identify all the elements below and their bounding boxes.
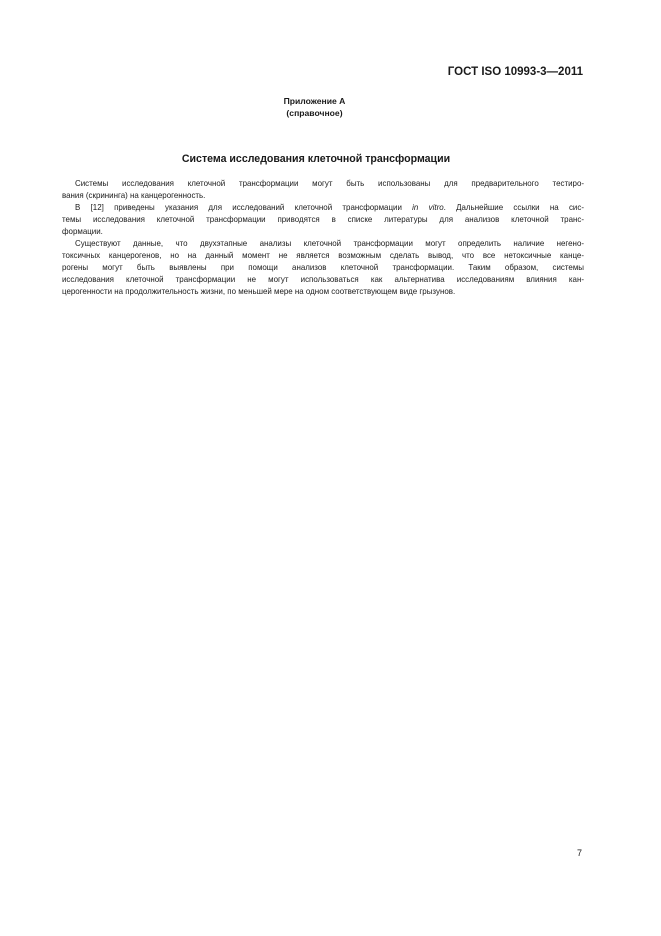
text-run: . Дальнейшие ссылки на сис- [443, 203, 584, 212]
text-line: исследования клеточной трансформации не могут использоваться как альтернатива исследованиям влияния кан- [62, 275, 584, 284]
text-line: темы исследования клеточной трансформации приводятся в списке литературы для анализов клеточной транс- [62, 215, 584, 224]
annex-subtitle: (справочное) [286, 108, 343, 118]
italic-term: in vitro [412, 203, 444, 212]
text-line: рогены могут быть выявлены при помощи анализов клеточной трансформации. Таким образом, системы [62, 263, 584, 272]
text-line: Существуют данные, что двухэтапные анализы клеточной трансформации могут определить наличие негено- [75, 239, 584, 248]
text-line: токсичных канцерогенов, но на данный момент не является возможным сделать вывод, что все нетоксичные канце- [62, 251, 584, 260]
text-line: формации. [62, 227, 103, 236]
paragraph-1 [62, 178, 584, 202]
annex-heading [0, 95, 629, 119]
text-line: вания (скрининга) на канцерогенность. [62, 191, 206, 200]
text-line [62, 202, 584, 214]
document-code-header: ГОСТ ISO 10993-3—2011 [447, 66, 583, 78]
paragraph-2 [62, 202, 584, 238]
paragraph-3 [62, 238, 584, 298]
page-number: 7 [576, 848, 582, 858]
text-line: Системы исследования клеточной трансформации могут быть использованы для предварительного тестиро- [75, 179, 584, 188]
text-line: церогенности на продолжительность жизни, по меньшей мере на одном соответствующем виде грызунов. [62, 287, 456, 296]
text-run: В [12] приведены указания для исследований клеточной трансформации [75, 203, 413, 212]
section-title: Система исследования клеточной трансформации [181, 153, 451, 165]
annex-title: Приложение А [283, 96, 346, 106]
body-text [62, 178, 584, 298]
